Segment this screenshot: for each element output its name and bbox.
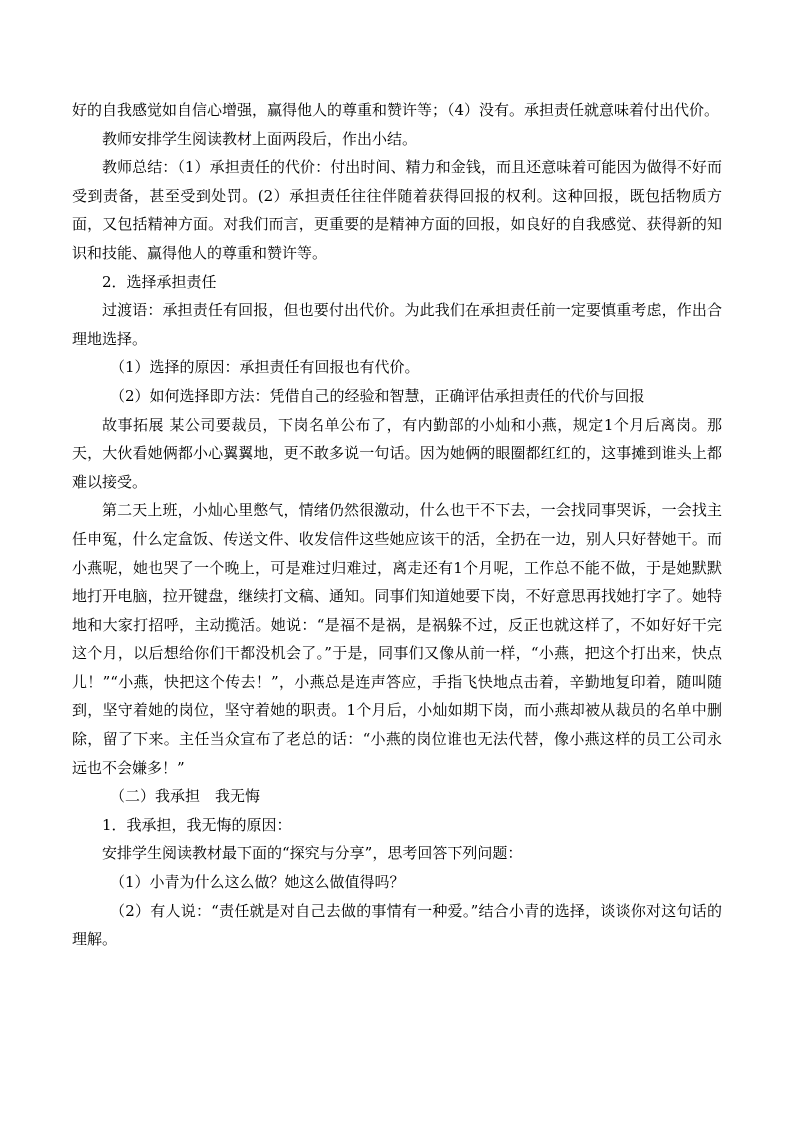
paragraph-transition: 过渡语：承担责任有回报，但也要付出代价。为此我们在承担责任前一定要慎重考虑，作出合理地选择。 (72, 301, 722, 348)
question-item-1: （1）小青为什么这么做？她这么做值得吗？ (110, 873, 405, 892)
paragraph-story-intro: 故事拓展 某公司要裁员，下岗名单公布了，有内勤部的小灿和小燕，规定1个月后离岗。那天，大伙看她俩都小心翼翼地，更不敢多说一句话。因为她俩的眼圈都红红的，这事摊到谁头上都难以接受。 (72, 415, 722, 491)
paragraph-teacher-summary: 教师总结：（1）承担责任的代价：付出时间、精力和金钱，而且还意味着可能因为做得不好而受到责备，甚至受到处罚。(2）承担责任往往伴随着获得回报的权利。这种回报，既包括物质方面，又包括精神方面。对我们而言，更重要的是精神方面的回报，如良好的自我感觉、获得新的知识和技能、赢得他人的尊重和赞许等。 (72, 158, 722, 262)
heading-section-two: （二）我承担 我无悔 (110, 787, 261, 806)
paragraph-continuation: 好的自我感觉如自信心增强，赢得他人的尊重和赞许等；（4）没有。承担责任就意味着付出代价。 (72, 101, 720, 119)
paragraph-teacher-arrange: 教师安排学生阅读教材上面两段后，作出小结。 (102, 129, 418, 148)
question-item-2: （2）有人说：“责任就是对自己去做的事情有一种爱。”结合小青的选择，谈谈你对这句话的理解。 (72, 901, 722, 949)
heading-no-regret-reason: 1．我承担，我无悔的原因： (102, 815, 292, 834)
paragraph-choice-method: （2）如何选择即方法：凭借自己的经验和智慧，正确评估承担责任的代价与回报 (110, 386, 645, 405)
document-page (72, 96, 722, 954)
paragraph-explore-share: 安排学生阅读教材最下面的“探究与分享”，思考回答下列问题： (102, 844, 523, 863)
paragraph-story-body: 第二天上班，小灿心里憋气，情绪仍然很激动，什么也干不下去，一会找同事哭诉，一会找主任申冤，什么定盒饭、传送文件、收发信件这些她应该干的活，全扔在一边，别人只好替她干。而小燕呢，她也哭了一个晚上，可是难过归难过，离走还有1个月呢，工作总不能不做，于是她默默地打开电脑，拉开键盘，继续打文稿、通知。同事们知道她要下岗，不好意思再找她打字了。她特地和大家打招呼，主动揽活。她说：“是福不是祸，是祸躲不过，反正也就这样了，不如好好干完这个月，以后想给你们干都没机会了。”于是，同事们又像从前一样，“小燕，把这个打出来，快点儿！”“小燕，快把这个传去！”，小燕总是连声答应，手指飞快地点击着，辛勤地复印着，随叫随到，坚守着她的岗位，坚守着她的职责。1个月后，小灿如期下岗，而小燕却被从裁员的名单中删除，留了下来。主任当众宣布了老总的话：“小燕的岗位谁也无法代替，像小燕这样的员工公司永远也不会嫌多！” (72, 501, 722, 777)
heading-choose-responsibility: 2．选择承担责任 (102, 272, 217, 291)
paragraph-choice-reason: （1）选择的原因：承担责任有回报也有代价。 (110, 358, 420, 377)
